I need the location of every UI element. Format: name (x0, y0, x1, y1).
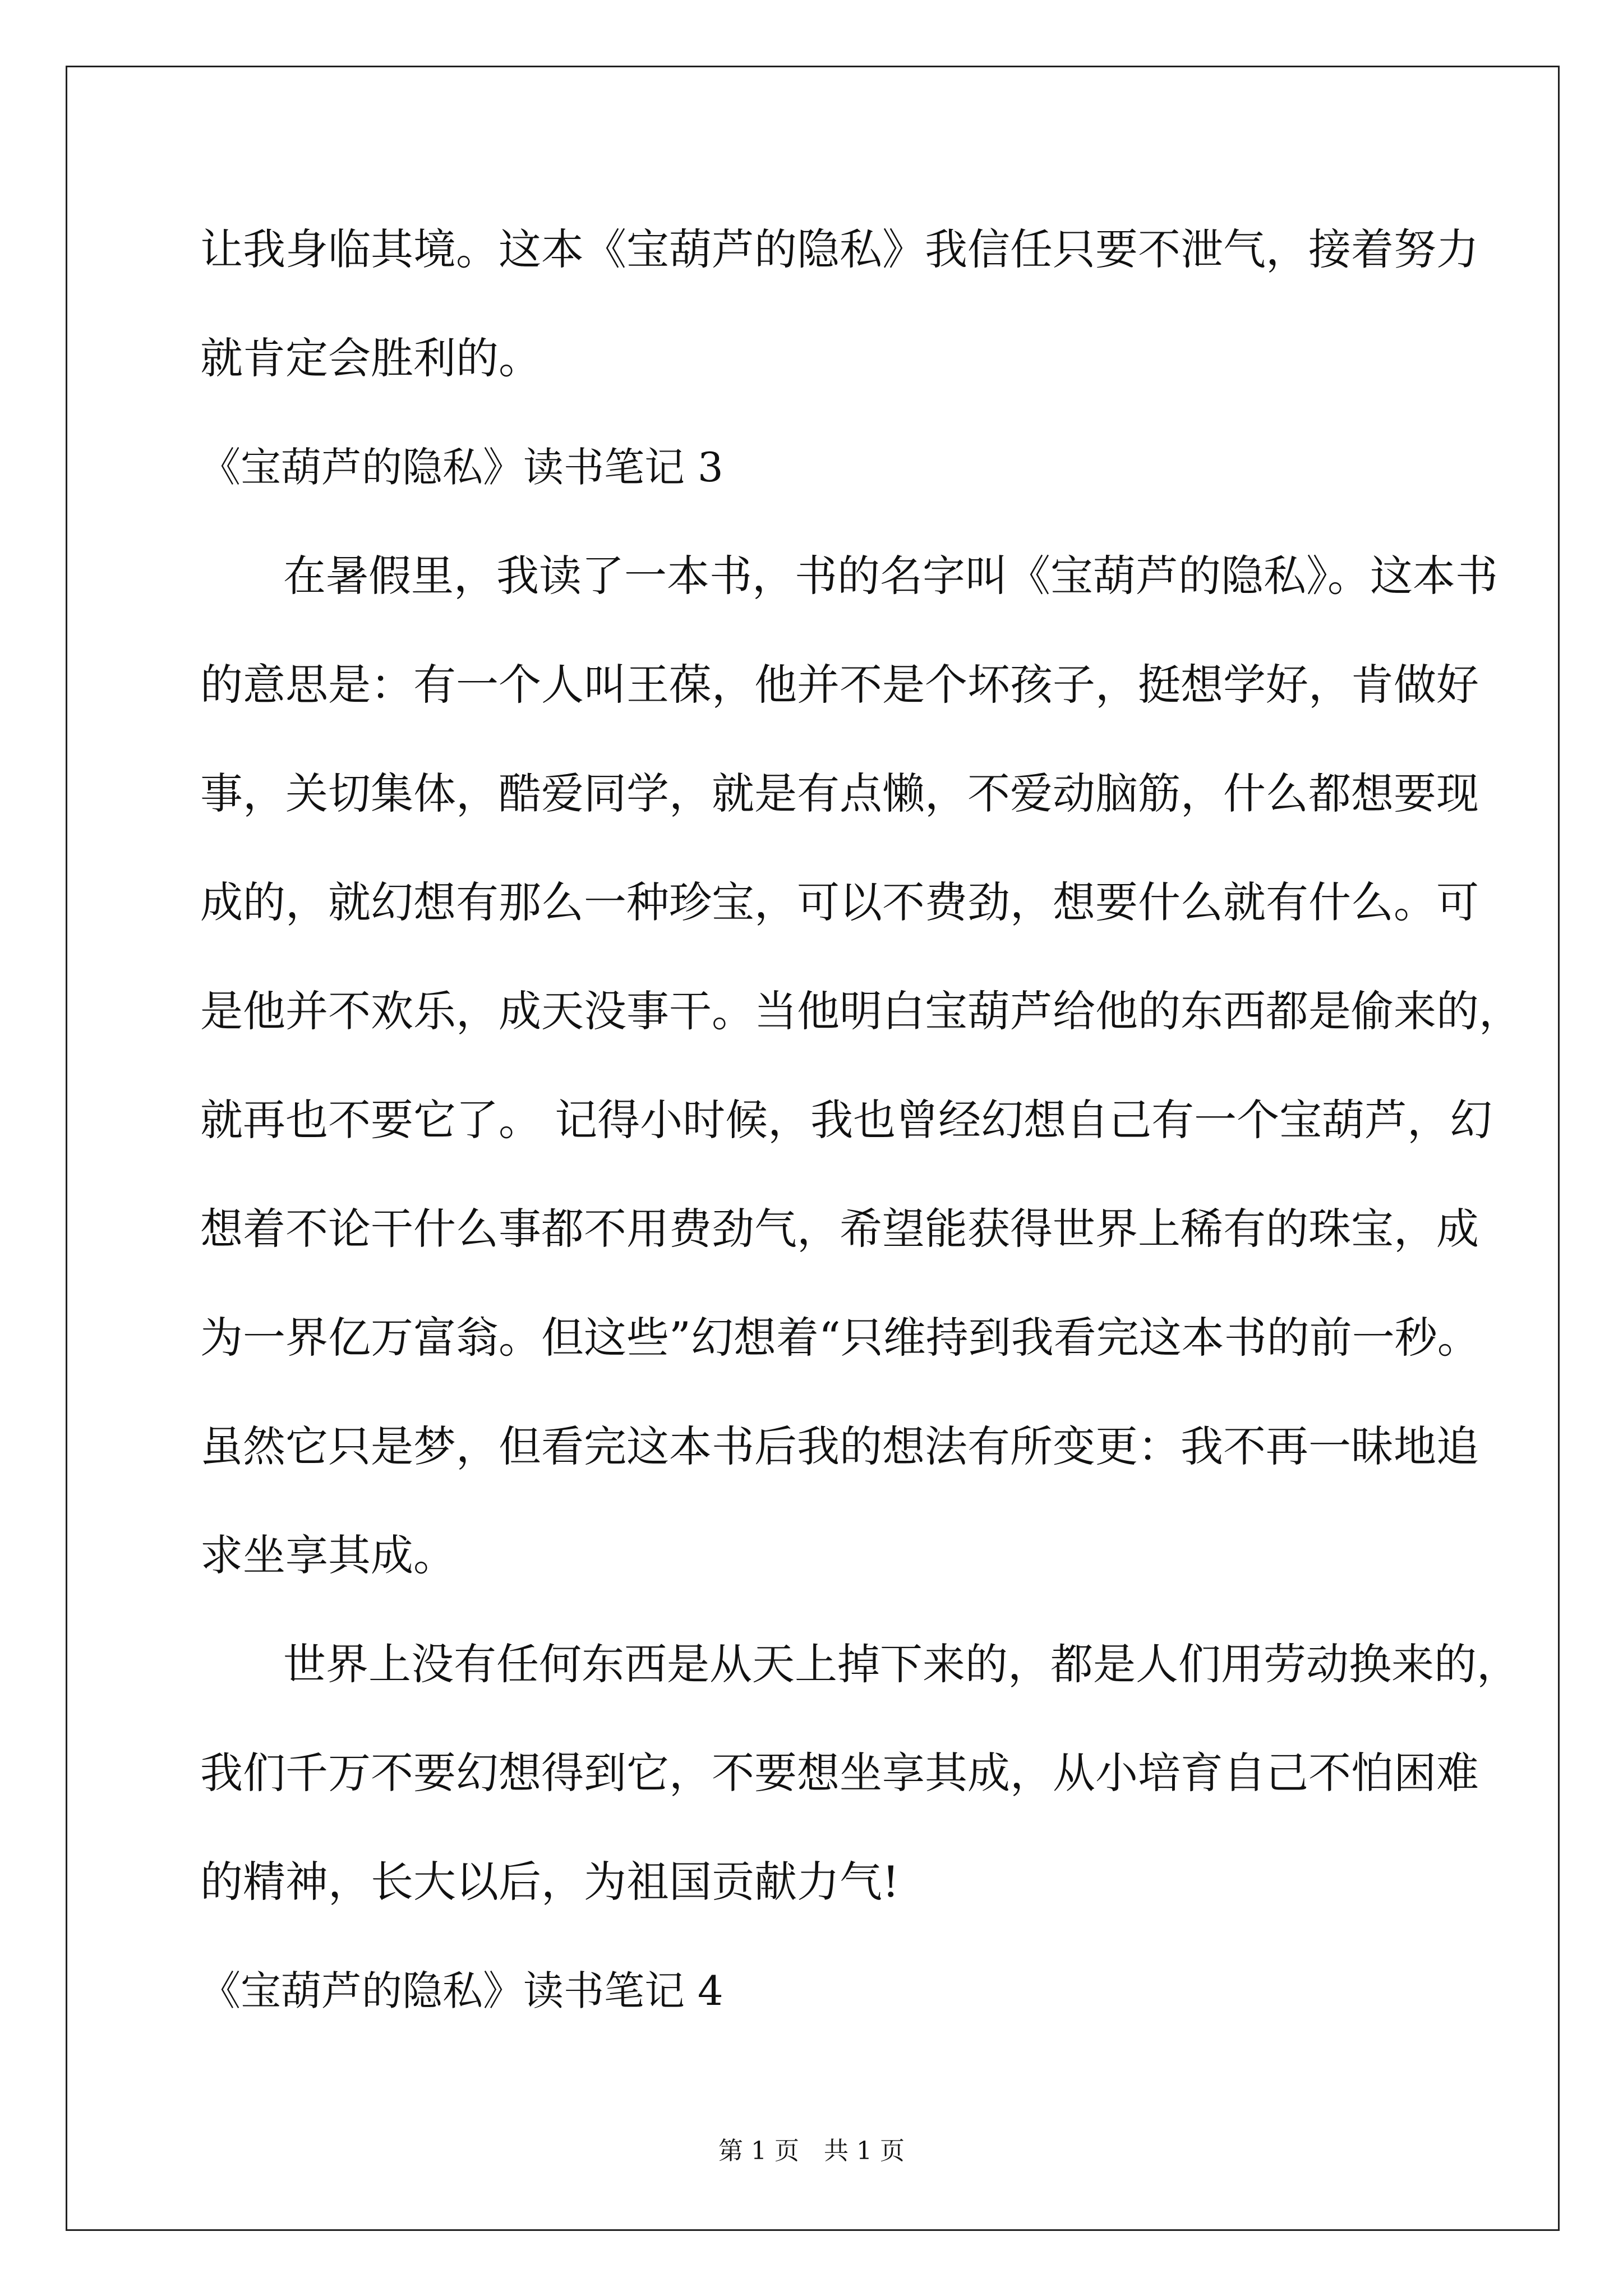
text-line-5: 的意思是：有一个人叫王葆，他并不是个坏孩子，挺想学好，肯做好 (200, 660, 1479, 710)
text-line-12: 虽然它只是梦，但看完这本书后我的想法有所变更：我不再一昧地追 (200, 1421, 1479, 1471)
paragraph-start-line-2: 世界上没有任何东西是从天上掉下来的，都是人们用劳动换来的， (283, 1639, 1519, 1689)
text-line-16: 的精神，长大以后，为祖国贡献力气! (200, 1857, 900, 1907)
text-line-2: 就肯定会胜利的。 (200, 333, 541, 383)
text-line-7: 成的，就幻想有那么一种珍宝，可以不费劲，想要什么就有什么。可 (200, 877, 1479, 927)
paragraph-start-line: 在暑假里，我读了一本书，书的名字叫《宝葫芦的隐私》。这本书 (283, 551, 1498, 601)
document-body (200, 210, 1521, 2060)
text-line-11: 为一界亿万富翁。但这些”幻想着“只维持到我看完这本书的前一秒。 (200, 1313, 1480, 1363)
section-heading-3: 《宝葫芦的隐私》读书笔记 3 (200, 444, 723, 491)
text-line-10: 想着不论干什么事都不用费劲气，希望能获得世界上稀有的珠宝，成 (200, 1204, 1479, 1254)
page-footer: 第 1 页 共 1 页 (718, 2137, 905, 2165)
text-line-8: 是他并不欢乐，成天没事干。当他明白宝葫芦给他的东西都是偷来的， (200, 986, 1521, 1036)
section-heading-4: 《宝葫芦的隐私》读书笔记 4 (200, 1967, 723, 2014)
text-line-6: 事，关切集体，酷爱同学，就是有点懒，不爱动脑筋，什么都想要现 (200, 769, 1479, 818)
text-line-1: 让我身临其境。这本《宝葫芦的隐私》我信任只要不泄气，接着努力 (200, 224, 1479, 274)
text-line-13: 求坐享其成。 (200, 1530, 456, 1580)
text-line-15: 我们千万不要幻想得到它，不要想坐享其成，从小培育自己不怕困难 (200, 1748, 1479, 1798)
text-line-9: 就再也不要它了。 记得小时候，我也曾经幻想自己有一个宝葫芦，幻 (200, 1095, 1493, 1145)
